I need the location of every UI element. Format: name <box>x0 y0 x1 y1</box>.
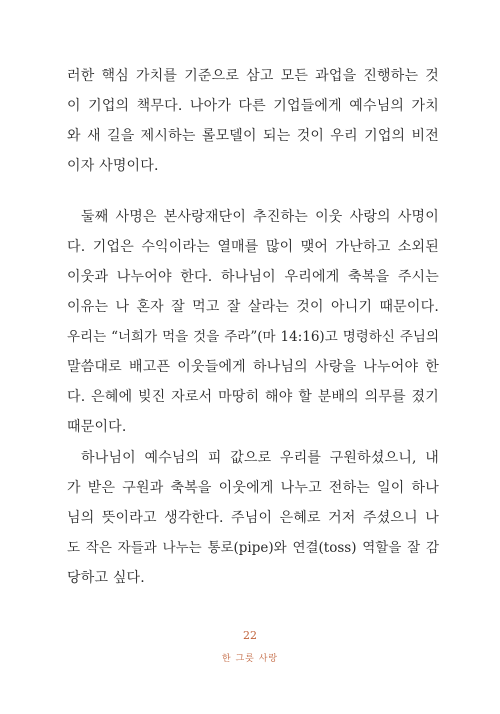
body-line: 님의 뜻이라고 생각한다. 주님이 은혜로 거저 주셨으니 나 <box>67 510 439 526</box>
body-line: 말씀대로 배고픈 이웃들에게 하나님의 사랑을 나누어야 한 <box>67 359 439 375</box>
body-line: 하나님이 예수님의 피 값으로 우리를 구원하셨으니, 내 <box>81 450 439 466</box>
running-title: 한 그릇 사랑 <box>221 654 279 664</box>
page-number: 22 <box>243 629 257 642</box>
body-line: 이유는 나 혼자 잘 먹고 잘 살라는 것이 아니기 때문이다. <box>67 299 439 315</box>
body-line: 둘째 사명은 본사랑재단이 추진하는 이웃 사랑의 사명이 <box>81 209 439 225</box>
body-line: 가 받은 구원과 축복을 이웃에게 나누고 전하는 일이 하나 <box>67 480 439 496</box>
body-line: 와 새 길을 제시하는 롤모델이 되는 것이 우리 기업의 비전 <box>67 128 439 144</box>
body-line: 이웃과 나누어야 한다. 하나님이 우리에게 축복을 주시는 <box>67 269 439 285</box>
body-line: 우리는 “너희가 먹을 것을 주라”(마 14:16)고 명령하신 주님의 <box>67 329 439 345</box>
body-line: 이 기업의 책무다. 나아가 다른 기업들에게 예수님의 가치 <box>67 98 439 114</box>
body-line: 당하고 싶다. <box>67 570 145 586</box>
body-line: 다. 은혜에 빚진 자로서 마땅히 해야 할 분배의 의무를 졌기 <box>67 389 439 405</box>
body-line: 이자 사명이다. <box>67 158 159 174</box>
body-line: 다. 기업은 수익이라는 열매를 많이 맺어 가난하고 소외된 <box>67 239 439 255</box>
body-line: 때문이다. <box>67 419 127 435</box>
body-line: 도 작은 자들과 나누는 통로(pipe)와 연결(toss) 역할을 잘 감 <box>67 540 439 556</box>
body-line: 러한 핵심 가치를 기준으로 삼고 모든 과업을 진행하는 것 <box>67 68 439 84</box>
